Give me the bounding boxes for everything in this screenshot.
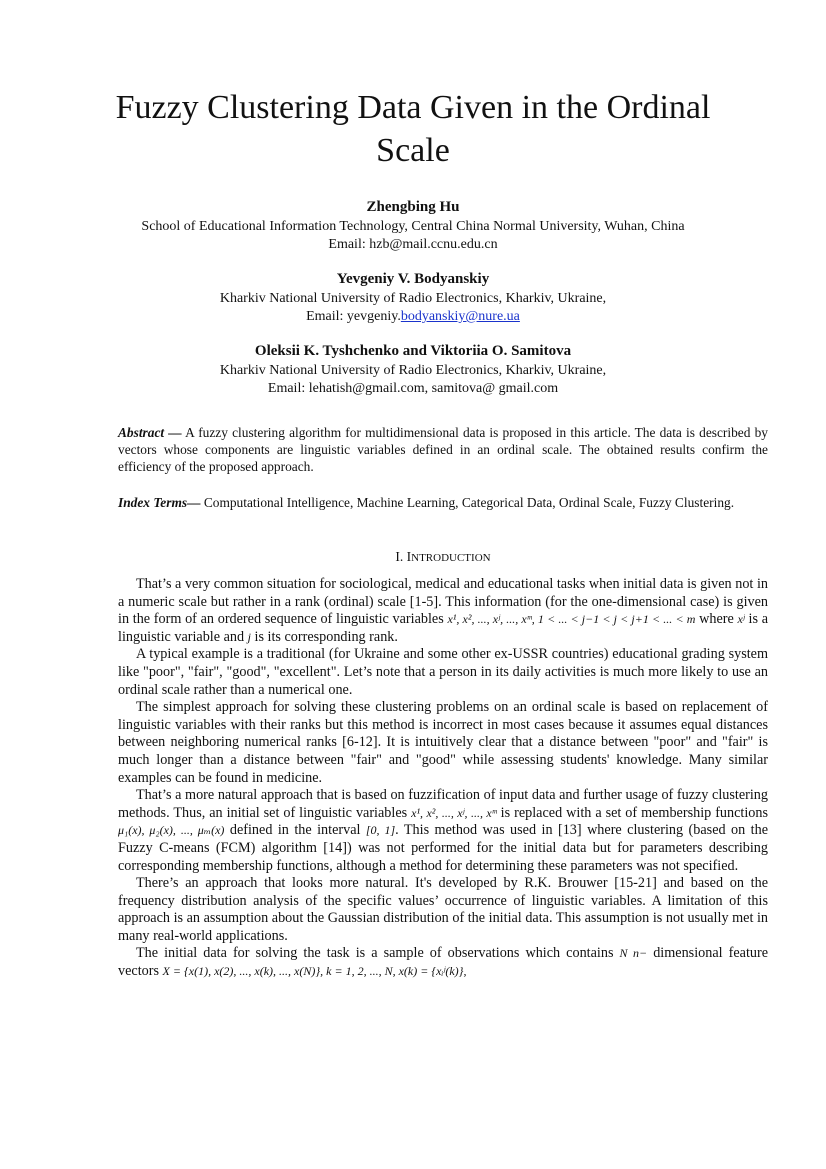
section-heading [118,549,768,565]
text: defined in the interval [224,822,366,839]
author-block-3 [60,342,766,398]
text: The initial data for solving the task is a sample of observations which contains [136,945,620,962]
abstract-label: Abstract — [118,425,182,440]
text: is replaced with a set of membership functions [496,804,769,821]
text: dimensional feature vectors [118,945,768,980]
index-terms-label: Index Terms— [118,495,201,510]
text: where [695,611,738,628]
author-name: Oleksii K. Tyshchenko and Viktoriia O. Samitova [254,343,572,359]
author-block-1 [60,198,766,254]
paragraph: The simplest approach for solving these clustering problems on an ordinal scale is based on replacement of linguistic variables with their ranks but this method is incorrect in most cases because it assumes equal distances between neighboring numerical ranks [6-12]. It is intuitively clear that a distance between "poor" and "fair" is much longer than a distance between "fair" and "good" while assessing students' knowledge. Many similar examples can be found in medicine. [118,699,768,786]
text: . This method was used in [13] where clustering (based on the Fuzzy C-means (FCM) algorithm [14]) was not performed for the initial data but for parameters describing corresponding membership functions, although a method for determining these parameters was not specified. [118,822,768,874]
abstract [118,424,768,475]
math: j [247,629,251,644]
paper-title: Fuzzy Clustering Data Given in the Ordinal Scale [115,89,711,169]
text: is a linguistic variable and [118,611,768,645]
author-email [60,380,766,398]
paragraph: A typical example is a traditional (for Ukraine and some other ex-USSR countries) educational grading system like "poor", "fair", "good", "excellent". Let’s note that a person in its daily activities is much more likely to use an ordinal scale rather than a numerical one. [118,646,768,698]
email-text: Email: yevgeniy. [306,309,401,324]
math: μ₁(x), μ₂(x), ..., μₘ(x) [118,823,225,838]
email-text: Email: lehatish@gmail.com, samitova@ gmail.com [267,381,559,396]
author-name: Zhengbing Hu [366,199,460,215]
author-name: Yevgeniy V. Bodyanskiy [336,271,490,287]
math: x¹, x², ..., xʲ, ..., xᵐ, 1 < ... < j−1 < j < j+1 < ... < m [447,612,696,627]
math: [0, 1] [365,823,396,838]
abstract-text: A fuzzy clustering algorithm for multidimensional data is proposed in this article. The data is described by vectors whose components are linguistic variables defined in an ordinal scale. The obtained results confirm the efficiency of the proposed approach. [118,425,768,474]
text: is its corresponding rank. [250,628,398,645]
introduction-body [118,576,768,981]
index-terms [118,494,768,511]
author-affiliation: Kharkiv National University of Radio Electronics, Kharkiv, Ukraine, [219,363,607,378]
paragraph [118,787,768,875]
author-affiliation: Kharkiv National University of Radio Electronics, Kharkiv, Ukraine, [219,291,607,306]
math: x¹, x², ..., xʲ, ..., xᵐ [411,805,497,820]
paragraph [118,576,768,646]
math: X = {x(1), x(2), ..., x(k), ..., x(N)}, k = 1, 2, ..., N, x(k) = {xᵢʲ(k)}, [162,964,467,979]
email-text: Email: hzb@mail.ccnu.edu.cn [328,237,498,252]
text: That’s a more natural approach that is based on fuzzification of input data and further usage of fuzzy clustering methods. Thus, an initial set of linguistic variables [118,787,768,821]
paragraph: There’s an approach that looks more natural. It's developed by R.K. Brouwer [15-21] and based on the frequency distribution analysis of the specific values’ occurrence of linguistic variables. A limitation of this approach is an assumption about the Gaussian distribution of the initial data. This assumption is not usually met in many real-world applications. [118,875,768,944]
author-block-2 [60,270,766,326]
math: N n− [619,946,648,961]
section-number: I. I [395,549,412,564]
section-title: NTRODUCTION [411,552,491,564]
text: That’s a very common situation for sociological, medical and educational tasks when initial data is given not in a numeric scale but rather in a rank (ordinal) scale [1-5]. This information (for the one-dimensional case) is given in the form of an ordered sequence of linguistic variables [118,576,768,628]
email-link[interactable]: bodyanskiy@nure.ua [400,309,520,324]
index-terms-text: Computational Intelligence, Machine Learning, Categorical Data, Ordinal Scale, Fuzzy Clustering. [200,495,735,510]
paragraph [118,945,768,980]
math: xʲ [737,612,745,627]
author-email [60,236,766,254]
author-email [60,308,766,326]
author-affiliation: School of Educational Information Technology, Central China Normal University, Wuhan, China [141,219,685,234]
